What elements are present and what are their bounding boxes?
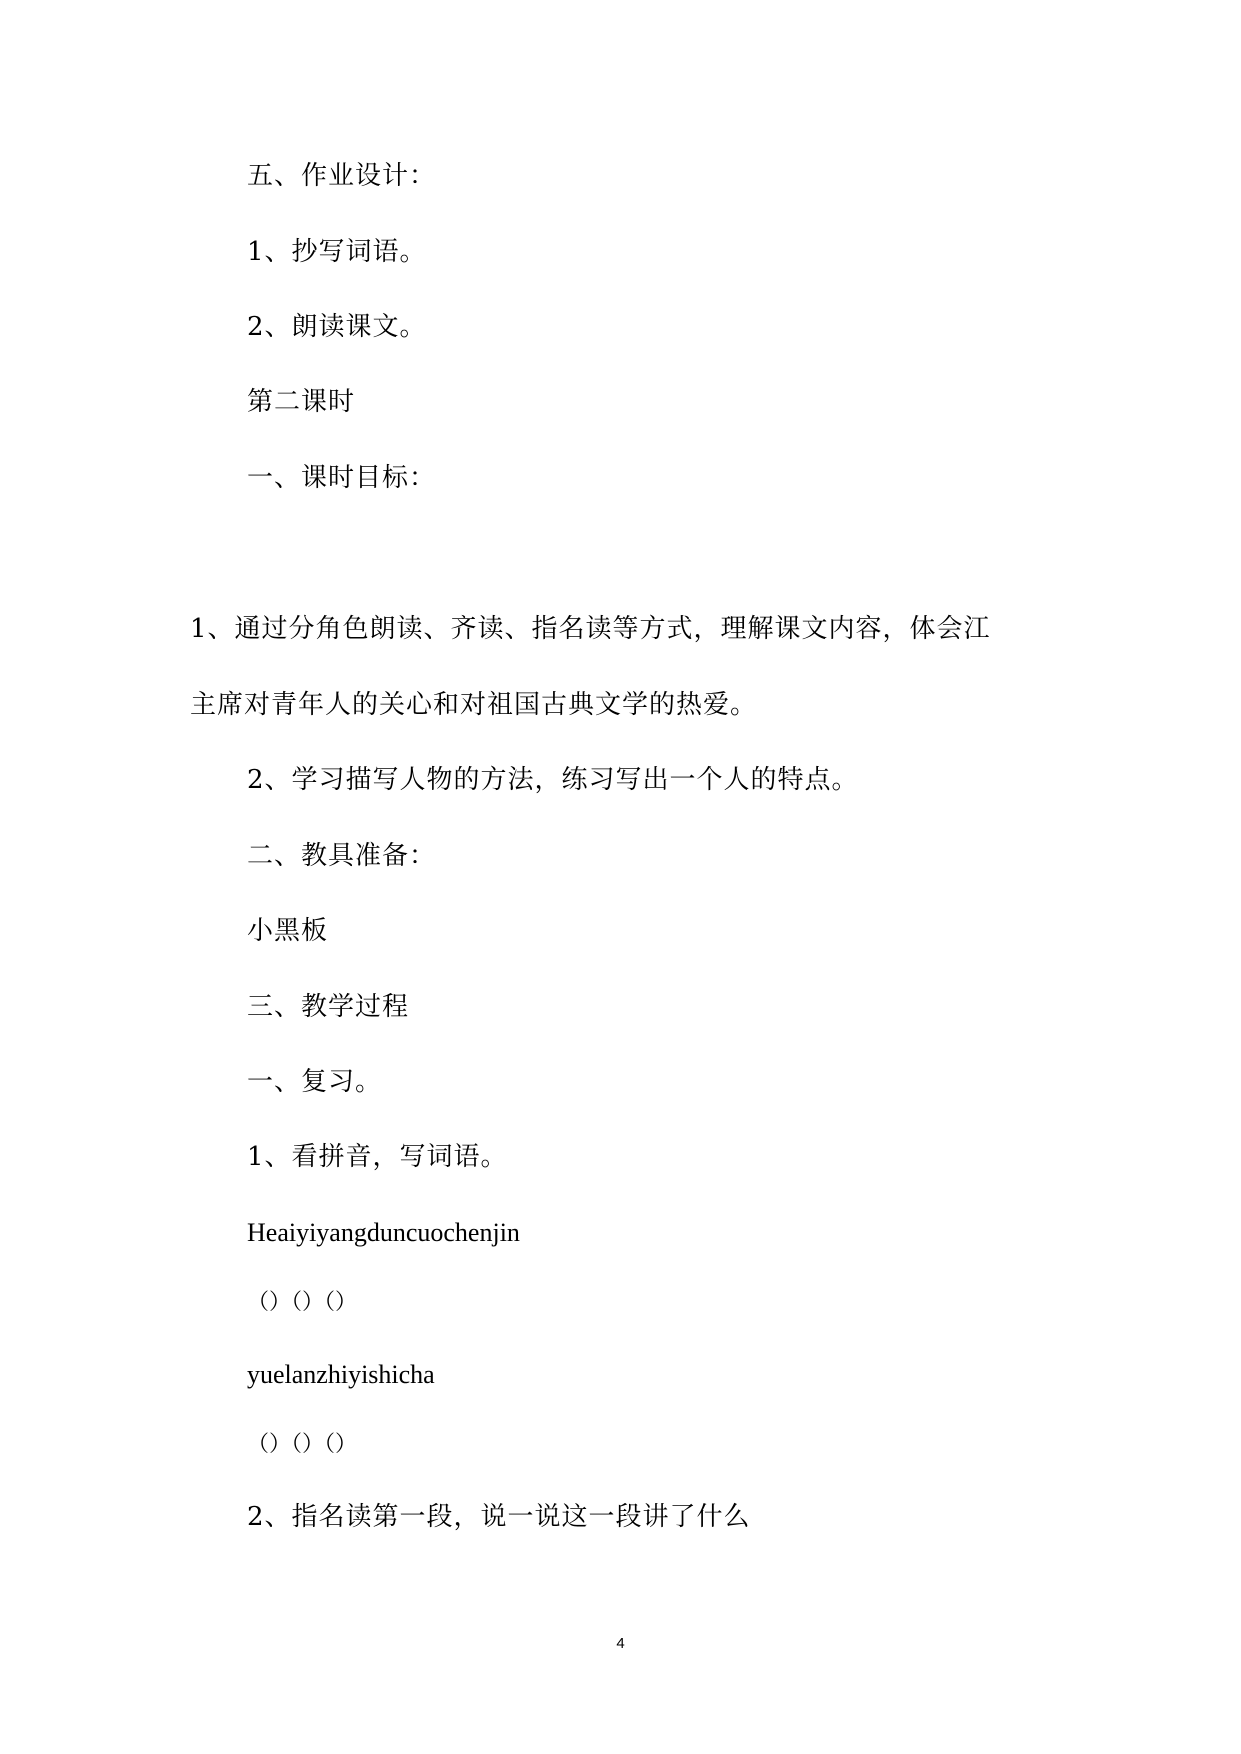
step-review: 一、复习。 bbox=[247, 1067, 383, 1097]
teaching-aid-item: 小黑板 bbox=[247, 916, 329, 946]
lesson-two-title: 第二课时 bbox=[247, 387, 356, 417]
heading-homework-design: 五、作业设计： bbox=[247, 161, 437, 191]
heading-teaching-process: 三、教学过程 bbox=[247, 992, 410, 1022]
goal-1-line-1: 1、通过分角色朗读、齐读、指名读等方式，理解课文内容，体会江 bbox=[190, 614, 991, 644]
homework-item-2: 2、朗读课文。 bbox=[247, 312, 427, 342]
pinyin-line-2: yuelanzhiyishicha bbox=[247, 1360, 435, 1389]
answer-brackets-2: （）（）（） bbox=[247, 1432, 358, 1457]
heading-lesson-goals: 一、课时目标： bbox=[247, 463, 437, 493]
homework-item-1: 1、抄写词语。 bbox=[247, 237, 427, 267]
pinyin-line-1: Heaiyiyangduncuochenjin bbox=[247, 1218, 520, 1247]
page-number: 4 bbox=[616, 1635, 625, 1652]
goal-2: 2、学习描写人物的方法，练习写出一个人的特点。 bbox=[247, 765, 859, 795]
review-item-2: 2、指名读第一段，说一说这一段讲了什么 bbox=[247, 1502, 751, 1532]
answer-brackets-1: （）（）（） bbox=[247, 1290, 358, 1315]
heading-teaching-aids: 二、教具准备： bbox=[247, 841, 437, 871]
review-item-1: 1、看拼音，写词语。 bbox=[247, 1142, 508, 1172]
goal-1-line-2: 主席对青年人的关心和对祖国古典文学的热爱。 bbox=[190, 690, 758, 720]
